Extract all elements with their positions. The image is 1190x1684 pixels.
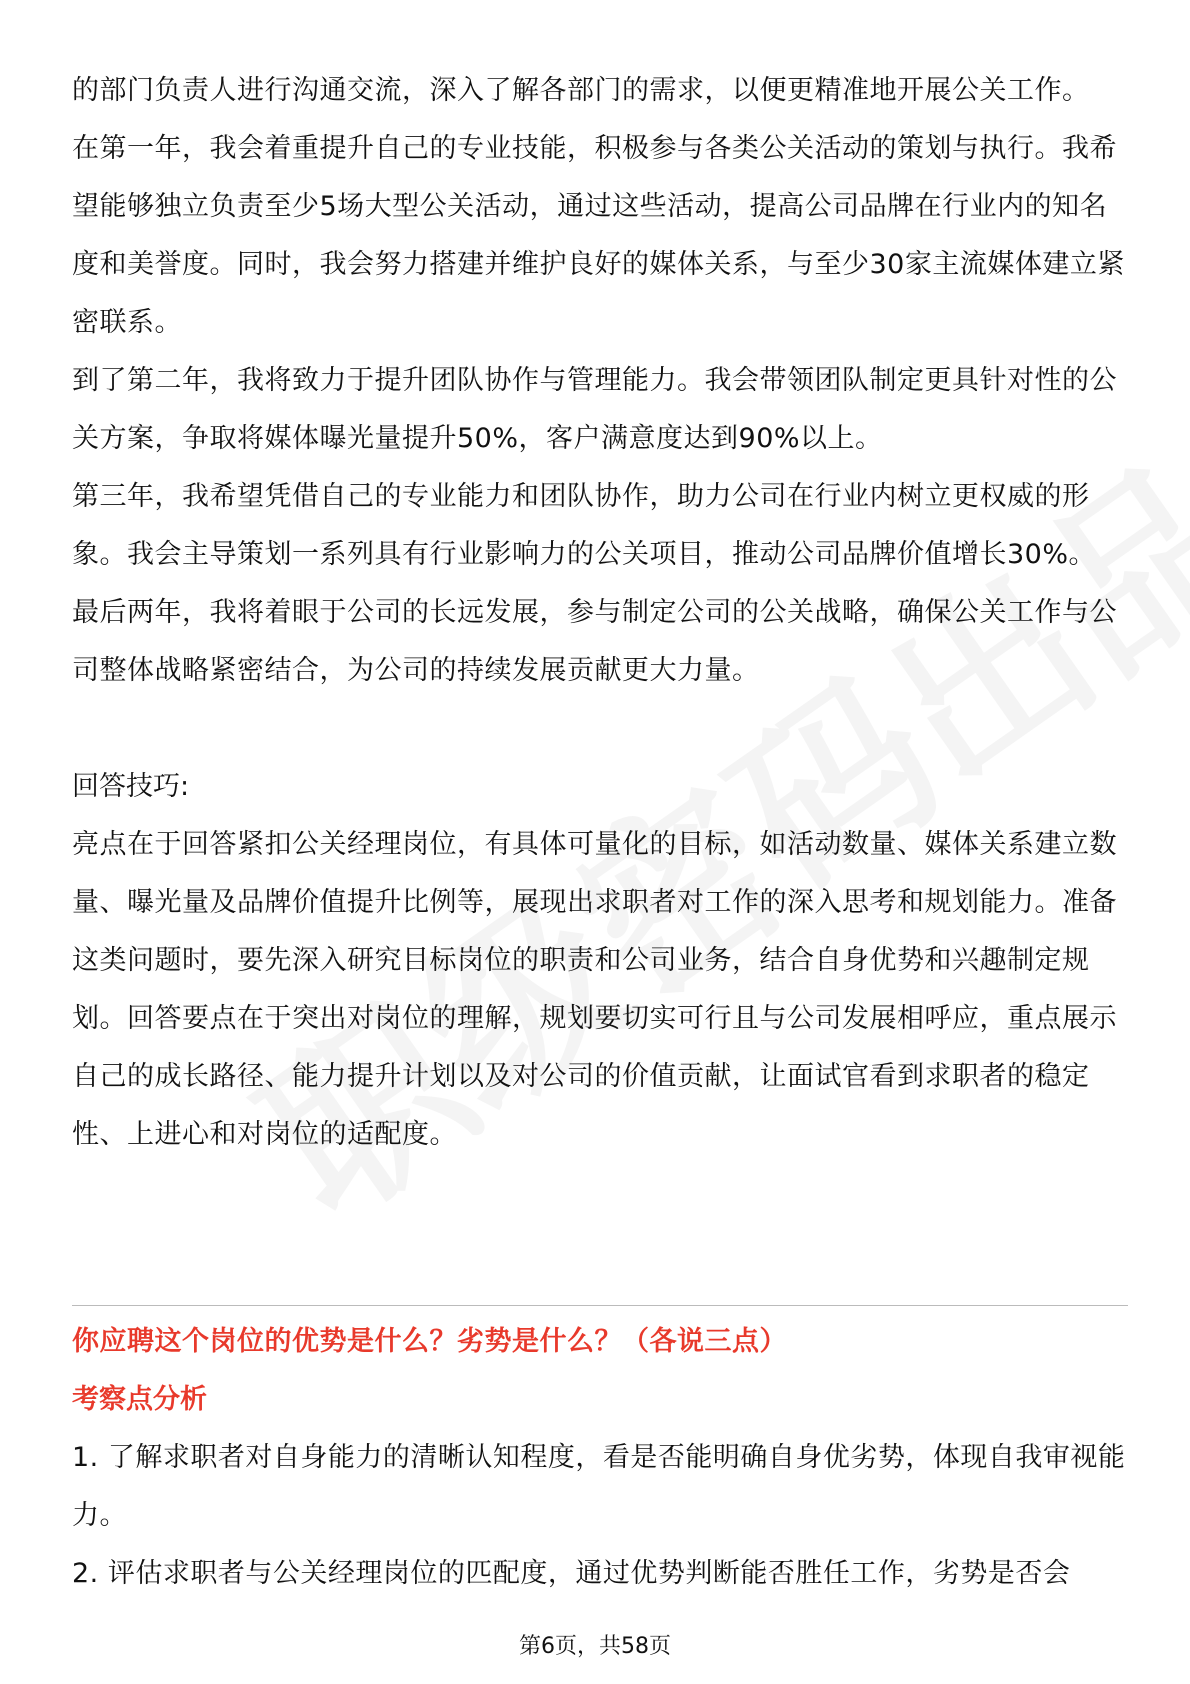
paragraph-year-three: 第三年，我希望凭借自己的专业能力和团队协作，助力公司在行业内树立更权威的形象。我会主导策划一系列具有行业影响力的公关项目，推动公司品牌价值增长30%。 (72, 481, 1097, 570)
analysis-list (72, 1429, 1128, 1603)
spacer (72, 700, 1128, 758)
analysis-item-1: 1. 了解求职者对自身能力的清晰认知程度，看是否能明确自身优劣势，体现自我审视能力。 (72, 1442, 1126, 1531)
section-divider (72, 1305, 1128, 1306)
paragraph-year-two: 到了第二年，我将致力于提升团队协作与管理能力。我会带领团队制定更具针对性的公关方案，争取将媒体曝光量提升50%，客户满意度达到90%以上。 (72, 365, 1117, 454)
paragraph-intro: 的部门负责人进行沟通交流，深入了解各部门的需求，以便更精准地开展公关工作。 (72, 75, 1090, 106)
main-content (72, 62, 1128, 1164)
analysis-title: 考察点分析 (72, 1384, 207, 1415)
analysis-item-2: 2. 评估求职者与公关经理岗位的匹配度，通过优势判断能否胜任工作，劣势是否会 (72, 1558, 1071, 1589)
tips-text: 亮点在于回答紧扣公关经理岗位，有具体可量化的目标，如活动数量、媒体关系建立数量、曝光量及品牌价值提升比例等，展现出求职者对工作的深入思考和规划能力。准备这类问题时，要先深入研究目标岗位的职责和公司业务，结合自身优势和兴趣制定规划。回答要点在于突出对岗位的理解，规划要切实可行且与公司发展相呼应，重点展示自己的成长路径、能力提升计划以及对公司的价值贡献，让面试官看到求职者的稳定性、上进心和对岗位的适配度。 (72, 829, 1117, 1150)
paragraph-final-years: 最后两年，我将着眼于公司的长远发展，参与制定公司的公关战略，确保公关工作与公司整体战略紧密结合，为公司的持续发展贡献更大力量。 (72, 597, 1117, 686)
paragraph-year-one: 在第一年，我会着重提升自己的专业技能，积极参与各类公关活动的策划与执行。我希望能够独立负责至少5场大型公关活动，通过这些活动，提高公司品牌在行业内的知名度和美誉度。同时，我会努力搭建并维护良好的媒体关系，与至少30家主流媒体建立紧密联系。 (72, 133, 1125, 338)
question-heading: 你应聘这个岗位的优势是什么？劣势是什么？（各说三点） (72, 1326, 787, 1357)
tips-label: 回答技巧: (72, 771, 190, 802)
page-number: 第6页，共58页 (519, 1634, 671, 1659)
